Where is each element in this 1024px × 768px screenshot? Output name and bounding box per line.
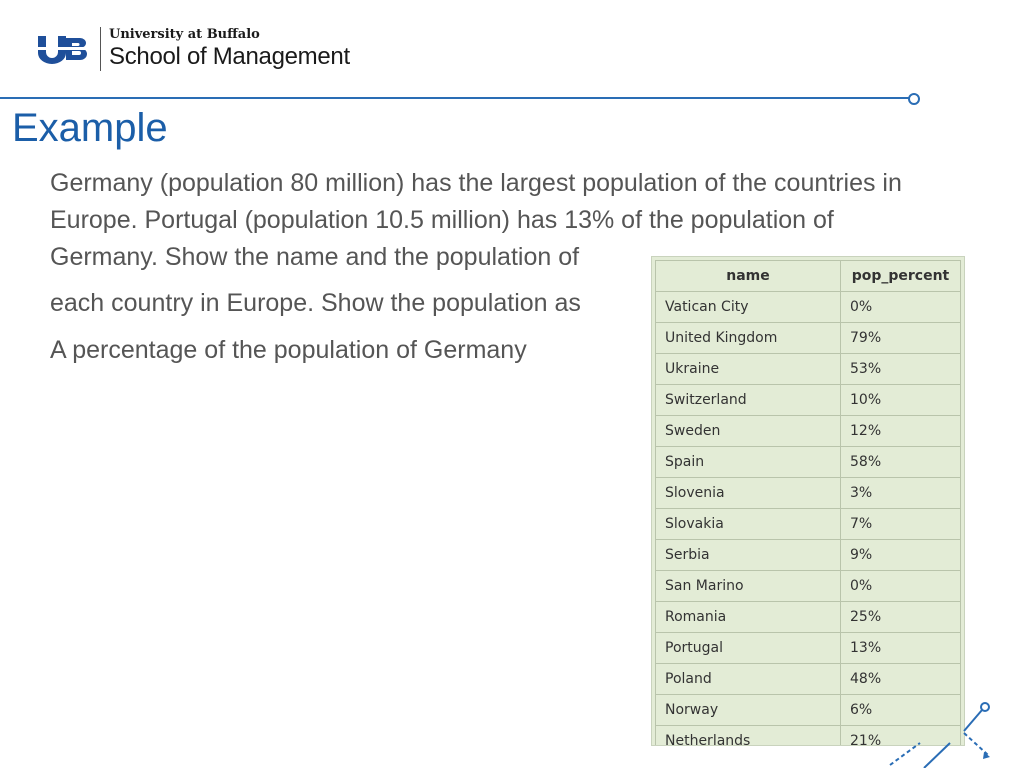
cell-name: Slovakia (656, 509, 841, 540)
university-name: University at Buffalo (109, 27, 260, 42)
cell-name: Norway (656, 695, 841, 726)
rule-end-dot (908, 93, 920, 105)
cell-pop-percent: 9% (841, 540, 961, 571)
table-row (656, 602, 961, 633)
cell-pop-percent: 6% (841, 695, 961, 726)
cell-pop-percent: 7% (841, 509, 961, 540)
cell-pop-percent: 3% (841, 478, 961, 509)
cell-name: Slovenia (656, 478, 841, 509)
query-result-table (651, 256, 965, 746)
cell-name: Vatican City (656, 292, 841, 323)
cell-name: Sweden (656, 416, 841, 447)
cell-name: Spain (656, 447, 841, 478)
table-row (656, 292, 961, 323)
table-row (656, 540, 961, 571)
column-header-pop-percent: pop_percent (841, 261, 961, 292)
table-header-row (656, 261, 961, 292)
cell-pop-percent: 0% (841, 292, 961, 323)
cell-pop-percent: 13% (841, 633, 961, 664)
cell-pop-percent: 21% (841, 726, 961, 747)
ub-monogram-icon (36, 34, 92, 64)
table-row (656, 385, 961, 416)
cell-pop-percent: 53% (841, 354, 961, 385)
table-row (656, 447, 961, 478)
result-table (655, 260, 961, 746)
cell-name: Poland (656, 664, 841, 695)
body-line-2: Europe. Portugal (population 10.5 million) has 13% of the population of (50, 206, 834, 234)
cell-name: Portugal (656, 633, 841, 664)
cell-name: United Kingdom (656, 323, 841, 354)
table-row (656, 571, 961, 602)
cell-pop-percent: 0% (841, 571, 961, 602)
table-row (656, 664, 961, 695)
table-row (656, 509, 961, 540)
school-name: School of Management (109, 43, 350, 70)
cell-pop-percent: 58% (841, 447, 961, 478)
cell-name: San Marino (656, 571, 841, 602)
cell-pop-percent: 79% (841, 323, 961, 354)
decorative-network-icon (880, 695, 1024, 768)
cell-name: Switzerland (656, 385, 841, 416)
cell-name: Serbia (656, 540, 841, 571)
ub-logo (36, 24, 350, 74)
cell-name: Ukraine (656, 354, 841, 385)
table-row (656, 354, 961, 385)
logo-divider (100, 27, 101, 71)
body-line-1: Germany (population 80 million) has the largest population of the countries in (50, 169, 902, 197)
table-row (656, 633, 961, 664)
cell-pop-percent: 12% (841, 416, 961, 447)
column-header-name: name (656, 261, 841, 292)
body-line-5: A percentage of the population of Germany (50, 336, 527, 364)
table-row (656, 416, 961, 447)
body-line-3: Germany. Show the name and the population of (50, 243, 580, 271)
cell-pop-percent: 25% (841, 602, 961, 633)
cell-name: Romania (656, 602, 841, 633)
table-row (656, 478, 961, 509)
cell-pop-percent: 10% (841, 385, 961, 416)
slide-title: Example (12, 106, 168, 150)
header-rule (0, 97, 910, 99)
cell-pop-percent: 48% (841, 664, 961, 695)
body-line-4: each country in Europe. Show the population as (50, 289, 581, 317)
cell-name: Netherlands (656, 726, 841, 747)
table-row (656, 323, 961, 354)
